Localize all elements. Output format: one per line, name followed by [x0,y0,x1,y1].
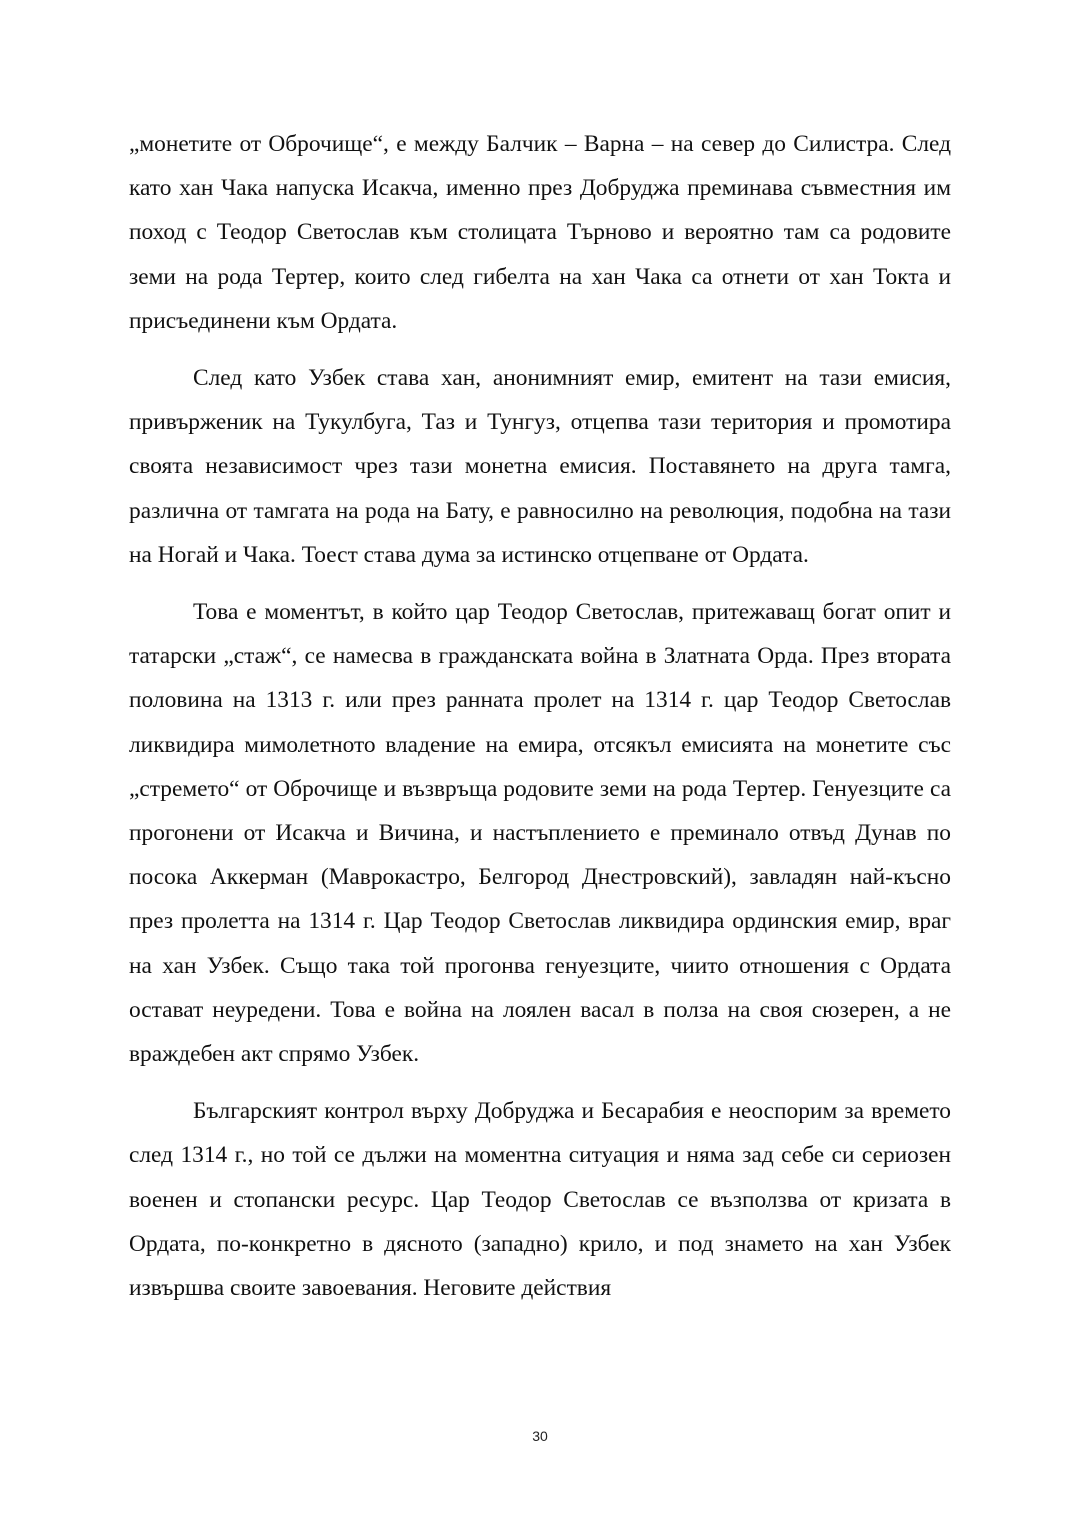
body-text [129,122,951,1323]
paragraph-3: Това е моментът, в който цар Теодор Светослав, притежаващ богат опит и татарски „стаж“, се намесва в гражданската война в Златната Орда. През втората половина на 1313 г. или през ранната пролет на 1314 г. цар Теодор Светослав ликвидира мимолетното владение на емира, отсякъл емисията на монетите със „стремето“ от Оброчище и възвръща родовите земи на рода Тертер. Генуезците са прогонени от Исакча и Вичина, и настъплението е преминало отвъд Дунав по посока Аккерман (Маврокастро, Белгород Днестровский), завладян най-късно през пролетта на 1314 г. Цар Теодор Светослав ликвидира ординския емир, враг на хан Узбек. Също така той прогонва генуезците, чиито отношения с Ордата остават неуредени. Това е война на лоялен васал в полза на своя сюзерен, а не враждебен акт спрямо Узбек. [129,599,951,1068]
paragraph-4: Българският контрол върху Добруджа и Бесарабия е неоспорим за времето след 1314 г., но той се дължи на моментна ситуация и няма зад себе си сериозен военен и стопански ресурс. Цар Теодор Светослав се възползва от кризата в Ордата, по-конкретно в дясното (западно) крило, и под знамето на хан Узбек извършва своите завоевания. Неговите действия [129,1098,951,1302]
paragraph-2: След като Узбек става хан, анонимният емир, емитент на тази емисия, привърженик на Тукулбуга, Таз и Тунгуз, отцепва тази територия и промотира своята независимост чрез тази монетна емисия. Поставянето на друга тамга, различна от тамгата на рода на Бату, е равносилно на революция, подобна на тази на Ногай и Чака. Тоест става дума за истинско отцепване от Ордата. [129,365,951,568]
page-number: 30 [532,1428,548,1444]
paragraph-1: „монетите от Оброчище“, е между Балчик – Варна – на север до Силистра. След като хан Чака напуска Исакча, именно през Добруджа преминава съвместния им поход с Теодор Светослав към столицата Търново и вероятно там са родовите земи на рода Тертер, които след гибелта на хан Чака са отнети от хан Токта и присъединени към Ордата. [129,131,951,334]
